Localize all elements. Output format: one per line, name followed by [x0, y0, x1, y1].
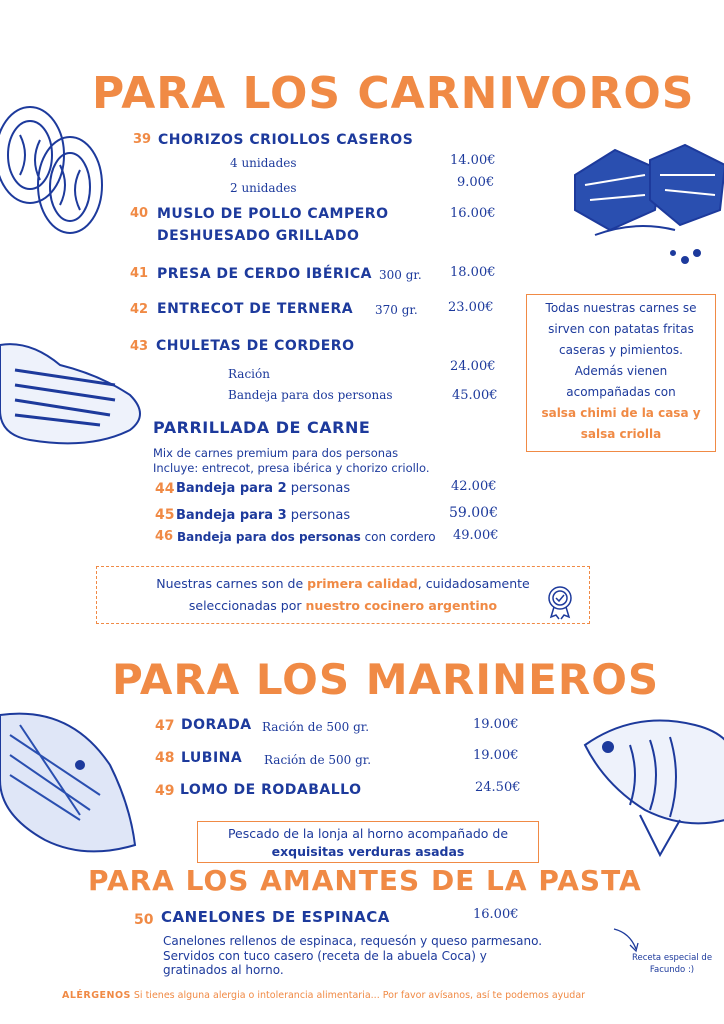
quality-badge-icon [546, 585, 574, 619]
side-note-highlight: salsa criolla [580, 427, 662, 441]
item-number: 45 [155, 507, 175, 523]
item-number: 50 [134, 912, 154, 928]
pasta-desc [163, 934, 583, 978]
flatfish-illustration-icon [0, 705, 140, 855]
item-desc: Ración de 500 gr. [262, 720, 370, 734]
item-number: 49 [155, 783, 175, 799]
pasta-desc-line: Servidos con tuco casero (receta de la abuela Coca) y [163, 948, 487, 963]
item-name: MUSLO DE POLLO CAMPERO [157, 206, 389, 222]
parrillada-desc: Mix de carnes premium para dos personas [153, 446, 399, 460]
item-name: CHULETAS DE CORDERO [156, 338, 355, 354]
quality-highlight: nuestro cocinero argentino [305, 598, 498, 613]
fish-note-line: Pescado de la lonja al horno acompañado de [227, 826, 509, 841]
item-option: 4 unidades [230, 156, 297, 170]
item-price: 45.00€ [452, 388, 498, 403]
item-price: 18.00€ [450, 265, 496, 280]
quality-highlight: primera calidad [307, 576, 418, 591]
item-name: PRESA DE CERDO IBÉRICA [157, 266, 373, 282]
item-number: 46 [155, 529, 174, 544]
item-price: 19.00€ [473, 748, 519, 763]
item-name: DESHUESADO GRILLADO [157, 228, 360, 244]
fish-illustration-icon [580, 715, 724, 865]
item-name: LOMO DE RODABALLO [180, 782, 362, 798]
quality-text: seleccionadas por [188, 598, 306, 613]
allergens-label: ALÉRGENOS [62, 990, 131, 1001]
side-note-line: Todas nuestras carnes se [545, 301, 697, 315]
parrillada-desc: Incluye: entrecot, presa ibérica y chorizo criollo. [153, 461, 430, 475]
item-price: 14.00€ [450, 153, 496, 168]
pasta-title: PARA LOS AMANTES DE LA PASTA [88, 864, 642, 897]
allergens-text: Si tienes alguna alergia o intolerancia alimentaria... Por favor avísanos, así te podemos ayudar [130, 990, 586, 1001]
option-bold: Bandeja para 2 [176, 481, 287, 496]
item-name: LUBINA [181, 750, 243, 766]
item-option: 2 unidades [230, 181, 297, 195]
quality-text: Nuestras carnes son de [156, 576, 308, 591]
fish-note-highlight: exquisitas verduras asadas [271, 844, 465, 859]
item-weight: 300 gr. [379, 268, 422, 282]
quality-line [97, 573, 589, 595]
fish-note-box [197, 821, 539, 863]
meat-cuts-illustration-icon [565, 135, 724, 275]
option-rest: personas [286, 508, 351, 523]
item-price: 16.00€ [450, 206, 496, 221]
item-price: 16.00€ [473, 907, 519, 922]
side-note-line: Además vienen [574, 364, 668, 378]
side-note-line: sirven con patatas fritas [548, 322, 694, 336]
item-price: 24.00€ [450, 359, 496, 374]
parrillada-option [176, 508, 350, 523]
marineros-title: PARA LOS MARINEROS [112, 655, 660, 704]
item-name: ENTRECOT DE TERNERA [157, 301, 354, 317]
item-weight: 370 gr. [375, 303, 418, 317]
item-price: 59.00€ [449, 505, 498, 521]
item-number: 47 [155, 718, 175, 734]
item-name: DORADA [181, 717, 252, 733]
option-bold: Bandeja para 3 [176, 508, 287, 523]
item-number: 43 [130, 339, 149, 354]
carnivoros-title: PARA LOS CARNIVOROS [92, 68, 695, 119]
option-rest: con cordero [360, 530, 436, 544]
option-bold: Bandeja para dos personas [177, 530, 361, 544]
item-number: 48 [155, 750, 175, 766]
item-number: 40 [130, 206, 149, 221]
allergens-footer [62, 990, 585, 1001]
item-number: 42 [130, 302, 149, 317]
steak-illustration-icon [0, 335, 150, 445]
item-price: 49.00€ [453, 528, 499, 543]
parrillada-option [177, 530, 436, 544]
special-recipe-note [620, 952, 724, 976]
special-line: Receta especial de [631, 953, 713, 963]
side-note-box [526, 294, 716, 452]
item-price: 24.50€ [475, 780, 521, 795]
item-desc: Ración de 500 gr. [264, 753, 372, 767]
special-line: Facundo :) [649, 965, 695, 975]
item-name: CHORIZOS CRIOLLOS CASEROS [158, 132, 414, 148]
item-name: CANELONES DE ESPINACA [161, 908, 390, 926]
item-price: 42.00€ [451, 479, 497, 494]
item-number: 39 [133, 132, 152, 147]
pasta-desc-line: gratinados al horno. [163, 963, 284, 977]
arrow-icon [610, 925, 650, 955]
item-number: 44 [155, 481, 175, 497]
item-price: 19.00€ [473, 717, 519, 732]
side-note-line: acompañadas con [566, 385, 676, 399]
item-price: 23.00€ [448, 300, 494, 315]
pasta-desc-line: Canelones rellenos de espinaca, requesón y queso parmesano. [163, 934, 543, 948]
side-note-line: caseras y pimientos. [559, 343, 683, 357]
quality-box [96, 566, 590, 624]
item-option: Bandeja para dos personas [228, 388, 393, 402]
side-note-highlight: salsa chimi de la casa y [541, 406, 701, 420]
parrillada-option [176, 481, 350, 496]
option-rest: personas [286, 481, 351, 496]
parrillada-title: PARRILLADA DE CARNE [153, 418, 371, 437]
quality-text: , cuidadosamente [417, 576, 530, 591]
item-number: 41 [130, 266, 149, 281]
quality-line [97, 595, 589, 617]
item-option: Ración [228, 367, 270, 381]
item-price: 9.00€ [457, 175, 495, 190]
